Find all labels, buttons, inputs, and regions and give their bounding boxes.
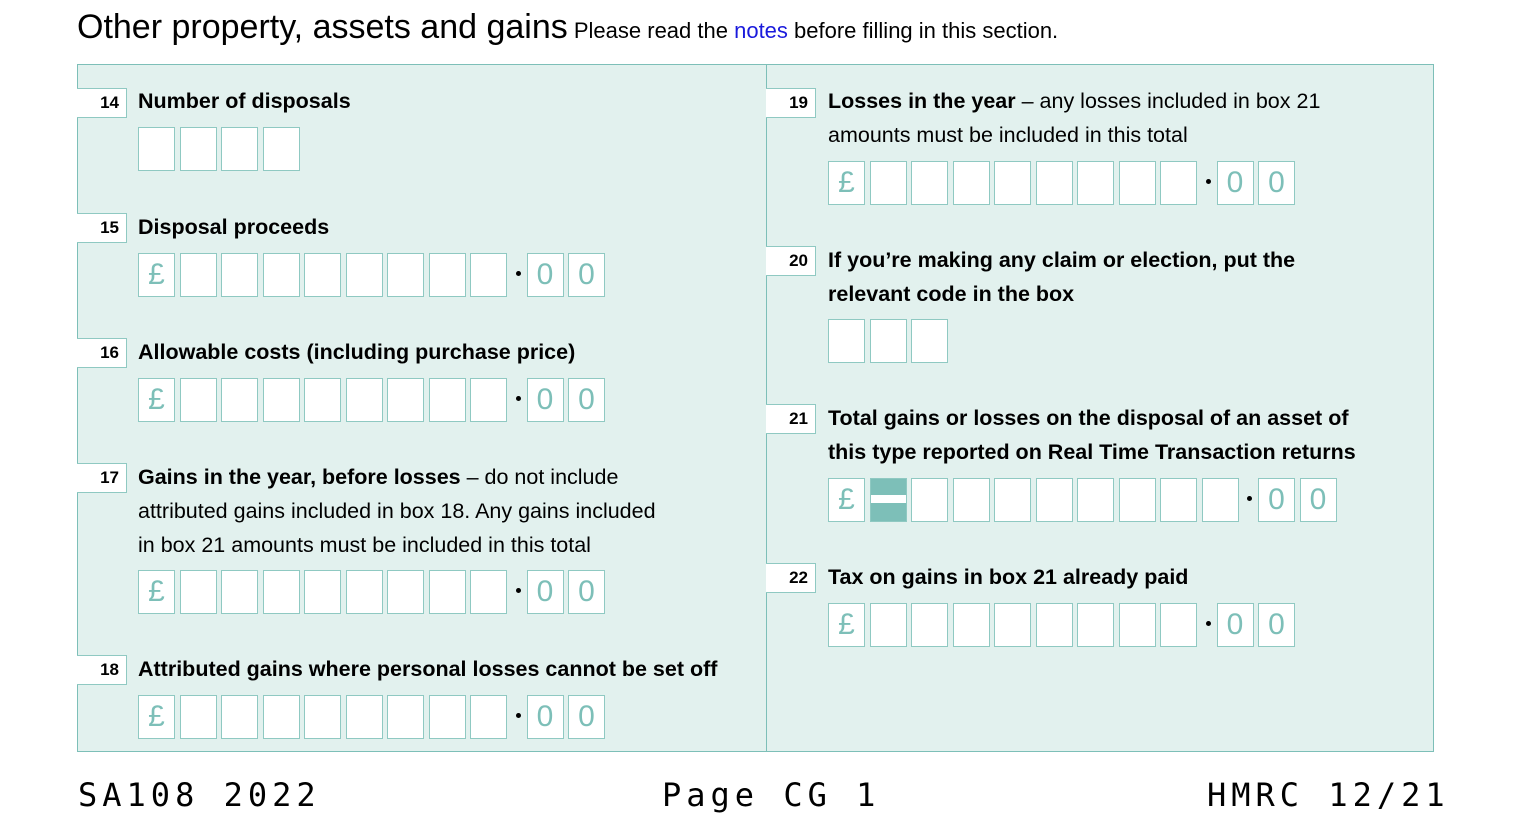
- digit-cell[interactable]: [911, 161, 948, 205]
- digit-cell[interactable]: [387, 570, 424, 614]
- pence-cell[interactable]: 0: [568, 378, 605, 422]
- box-17-label: Gains in the year, before losses – do not include attributed gains included in box 18. Any gains included in box 21 amounts must be included in this total: [138, 465, 656, 557]
- section-title: Other property, assets and gains: [77, 8, 568, 46]
- box-14-label: Number of disposals: [138, 89, 351, 113]
- digit-cell[interactable]: [470, 378, 507, 422]
- digit-cell[interactable]: [263, 378, 300, 422]
- digit-cell[interactable]: [387, 695, 424, 739]
- pence-cell[interactable]: 0: [527, 253, 564, 297]
- box-19-label: Losses in the year – any losses included in box 21 amounts must be included in this total: [828, 89, 1321, 147]
- digit-cell[interactable]: [180, 695, 217, 739]
- form-code: SA108 2022: [78, 776, 321, 814]
- pence-cell[interactable]: 0: [1258, 603, 1295, 647]
- digit-cell[interactable]: [387, 378, 424, 422]
- digit-cell[interactable]: [1119, 603, 1156, 647]
- digit-cell[interactable]: [221, 570, 258, 614]
- digit-cell[interactable]: [221, 378, 258, 422]
- digit-cell[interactable]: [911, 603, 948, 647]
- box-18-number: 18: [77, 655, 127, 685]
- digit-cell[interactable]: [911, 319, 948, 363]
- pence-cell[interactable]: 0: [1258, 161, 1295, 205]
- pound-sign-cell[interactable]: £: [828, 603, 865, 647]
- digit-cell[interactable]: [180, 127, 217, 171]
- pence-cell[interactable]: 0: [1300, 478, 1337, 522]
- pound-sign-cell[interactable]: £: [138, 378, 175, 422]
- pence-cell[interactable]: 0: [527, 570, 564, 614]
- pound-sign-cell[interactable]: £: [138, 695, 175, 739]
- notes-link[interactable]: notes: [734, 18, 788, 43]
- pence-cell[interactable]: 0: [568, 695, 605, 739]
- digit-cell[interactable]: [1036, 603, 1073, 647]
- digit-cell[interactable]: [221, 127, 258, 171]
- pound-sign-cell[interactable]: £: [828, 478, 865, 522]
- box-15-number: 15: [77, 213, 127, 243]
- decimal-point: [1206, 179, 1211, 184]
- form-reference: HMRC 12/21: [1207, 776, 1450, 814]
- box-14-number: 14: [77, 88, 127, 118]
- decimal-point: [1206, 621, 1211, 626]
- digit-cell[interactable]: [1077, 478, 1114, 522]
- decimal-point: [1247, 496, 1252, 501]
- digit-cell[interactable]: [911, 478, 948, 522]
- digit-cell[interactable]: [304, 253, 341, 297]
- pence-cell[interactable]: 0: [527, 378, 564, 422]
- digit-cell[interactable]: [1160, 603, 1197, 647]
- digit-cell[interactable]: [953, 478, 990, 522]
- digit-cell[interactable]: [1077, 161, 1114, 205]
- box-21-label: Total gains or losses on the disposal of an asset of this type reported on Real Time Transaction returns: [828, 406, 1356, 464]
- page-number: Page CG 1: [662, 776, 881, 814]
- digit-cell[interactable]: [1119, 478, 1156, 522]
- digit-cell[interactable]: [1160, 478, 1197, 522]
- digit-cell[interactable]: [828, 319, 865, 363]
- decimal-point: [516, 713, 521, 718]
- digit-cell[interactable]: [304, 570, 341, 614]
- digit-cell[interactable]: [138, 127, 175, 171]
- digit-cell[interactable]: [180, 253, 217, 297]
- decimal-point: [516, 588, 521, 593]
- digit-cell[interactable]: [870, 319, 907, 363]
- digit-cell[interactable]: [1036, 478, 1073, 522]
- digit-cell[interactable]: [470, 695, 507, 739]
- pound-sign-cell[interactable]: £: [138, 253, 175, 297]
- digit-cell[interactable]: [180, 570, 217, 614]
- pence-cell[interactable]: 0: [1217, 603, 1254, 647]
- box-15-label: Disposal proceeds: [138, 215, 330, 239]
- digit-cell[interactable]: [263, 695, 300, 739]
- decimal-point: [516, 271, 521, 276]
- box-20-label: If you’re making any claim or election, put the relevant code in the box: [828, 248, 1296, 306]
- digit-cell[interactable]: [263, 570, 300, 614]
- digit-cell[interactable]: [221, 695, 258, 739]
- digit-cell[interactable]: [429, 378, 466, 422]
- digit-cell[interactable]: [870, 603, 907, 647]
- box-22-label: Tax on gains in box 21 already paid: [828, 565, 1189, 589]
- digit-cell[interactable]: [994, 603, 1031, 647]
- digit-cell[interactable]: [870, 161, 907, 205]
- digit-cell[interactable]: [429, 570, 466, 614]
- box-17-number: 17: [77, 463, 127, 493]
- box-20-number: 20: [766, 246, 816, 276]
- pound-sign-cell[interactable]: £: [828, 161, 865, 205]
- digit-cell[interactable]: [1202, 478, 1239, 522]
- digit-cell[interactable]: [304, 378, 341, 422]
- decimal-point: [516, 396, 521, 401]
- pound-sign-cell[interactable]: £: [138, 570, 175, 614]
- digit-cell[interactable]: [180, 378, 217, 422]
- digit-cell[interactable]: [1160, 161, 1197, 205]
- box-16-number: 16: [77, 338, 127, 368]
- section-heading: [77, 8, 1058, 47]
- digit-cell[interactable]: [994, 478, 1031, 522]
- box-16-label: Allowable costs (including purchase price): [138, 340, 576, 364]
- pence-cell[interactable]: 0: [568, 253, 605, 297]
- digit-cell[interactable]: [263, 253, 300, 297]
- digit-cell[interactable]: [346, 253, 383, 297]
- section-instruction: Please read the notes before filling in this section.: [567, 18, 1059, 43]
- box-19-number: 19: [766, 88, 816, 118]
- negative-sign-cell[interactable]: [870, 478, 907, 522]
- digit-cell[interactable]: [994, 161, 1031, 205]
- digit-cell[interactable]: [429, 695, 466, 739]
- digit-cell[interactable]: [346, 378, 383, 422]
- digit-cell[interactable]: [429, 253, 466, 297]
- digit-cell[interactable]: [221, 253, 258, 297]
- pence-cell[interactable]: 0: [568, 570, 605, 614]
- box-22-number: 22: [766, 563, 816, 593]
- digit-cell[interactable]: [953, 161, 990, 205]
- box-21-number: 21: [766, 404, 816, 434]
- digit-cell[interactable]: [470, 570, 507, 614]
- digit-cell[interactable]: [1077, 603, 1114, 647]
- digit-cell[interactable]: [953, 603, 990, 647]
- digit-cell[interactable]: [1119, 161, 1156, 205]
- digit-cell[interactable]: [387, 253, 424, 297]
- digit-cell[interactable]: [304, 695, 341, 739]
- digit-cell[interactable]: [263, 127, 300, 171]
- pence-cell[interactable]: 0: [527, 695, 564, 739]
- digit-cell[interactable]: [1036, 161, 1073, 205]
- pence-cell[interactable]: 0: [1217, 161, 1254, 205]
- pence-cell[interactable]: 0: [1258, 478, 1295, 522]
- digit-cell[interactable]: [346, 695, 383, 739]
- digit-cell[interactable]: [470, 253, 507, 297]
- box-18-label: Attributed gains where personal losses cannot be set off: [138, 657, 718, 681]
- digit-cell[interactable]: [346, 570, 383, 614]
